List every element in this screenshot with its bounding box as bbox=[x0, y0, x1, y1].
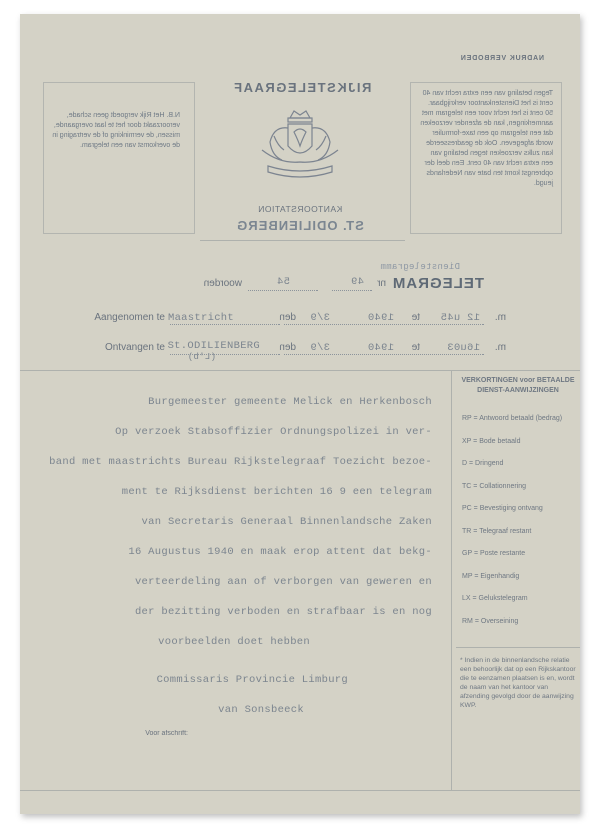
notice-box-left bbox=[410, 82, 562, 234]
service-code-item: TR = Telegraaf restant bbox=[462, 527, 532, 535]
service-code-list bbox=[456, 414, 580, 639]
words-line bbox=[248, 290, 318, 291]
header-rule bbox=[200, 240, 405, 241]
form-title: RIJKSTELEGRAAF bbox=[232, 80, 372, 95]
accepted-label: Aangenomen te bbox=[94, 312, 165, 323]
accepted-time: 12 u45 bbox=[440, 312, 480, 324]
words-value: 54 bbox=[276, 276, 290, 288]
received-place-line bbox=[170, 354, 280, 355]
nr-label: nr bbox=[377, 278, 386, 289]
form-divider bbox=[20, 370, 580, 371]
service-panel bbox=[456, 376, 580, 710]
service-code-item: MP = Eigenhandig bbox=[462, 572, 520, 580]
notice-box-right bbox=[43, 82, 195, 234]
accepted-m: m. bbox=[494, 312, 506, 323]
signature-line-1: Commissaris Provincie Limburg bbox=[156, 674, 348, 686]
service-panel-divider bbox=[451, 370, 452, 790]
accepted-den: den bbox=[279, 312, 296, 323]
message-line: 16 Augustus 1940 en maak erop attent dat bekg- bbox=[128, 546, 432, 558]
received-place-note: (L'b) bbox=[187, 352, 216, 362]
telegram-type-stamp: Dienstelegramm bbox=[380, 262, 460, 272]
message-line: Op verzoek Stabsoffizier Ordnungspolizei in ver- bbox=[115, 426, 432, 438]
nr-value: 49 bbox=[350, 276, 364, 288]
service-code-item: GP = Poste restante bbox=[462, 550, 526, 557]
bottom-rule bbox=[20, 790, 580, 791]
accepted-year: 1940 bbox=[367, 312, 394, 324]
service-code-item: PC = Bevestiging ontvang bbox=[462, 505, 543, 512]
nr-line bbox=[332, 290, 372, 291]
received-time-line bbox=[284, 354, 484, 355]
accepted-date: 3/9 bbox=[310, 312, 330, 324]
message-line: van Secretaris Generaal Binnenlandsche Zaken bbox=[141, 516, 432, 528]
message-line: verteerdeling aan of verborgen van geweren en bbox=[134, 576, 432, 588]
received-den: den bbox=[279, 342, 296, 353]
accepted-place: Maastricht bbox=[167, 312, 234, 324]
service-code-item: TC = Collationnering bbox=[462, 482, 527, 490]
message-line: der bezitting verboden en strafbaar is en nog bbox=[134, 606, 432, 618]
received-time: 16u03 bbox=[446, 342, 480, 354]
accepted-place-line bbox=[170, 324, 280, 325]
service-code-item: RM = Overseining bbox=[462, 617, 519, 625]
words-label: woorden bbox=[203, 278, 242, 289]
received-date: 3/9 bbox=[310, 342, 330, 354]
service-code-item: RP = Antwoord betaald (bedrag) bbox=[462, 415, 563, 422]
reprint-notice: NADRUK VERBODEN bbox=[460, 55, 544, 62]
received-m: m. bbox=[494, 342, 506, 353]
received-year: 1940 bbox=[367, 342, 394, 354]
signature-line-2: van Sonsbeeck bbox=[218, 704, 304, 716]
message-line: Burgemeester gemeente Melick en Herkenbosch bbox=[148, 396, 432, 408]
copy-label: Voor afschrift: bbox=[145, 730, 188, 737]
received-te: te bbox=[411, 342, 420, 353]
telegram-form bbox=[20, 14, 580, 814]
message-line: voorbeelden doet hebben bbox=[158, 636, 310, 648]
coat-of-arms-icon bbox=[260, 106, 340, 184]
service-code-item: D = Dringend bbox=[462, 460, 504, 467]
service-code-item: LX = Gelukstelegram bbox=[462, 595, 528, 602]
service-panel-heading: VERKORTINGEN voor BETAALDE DIENST-AANWIJZINGEN bbox=[461, 377, 575, 394]
liability-notice: N.B. Het Rijk vergoedt geen schade, veroorzaakt door het te laat overgaande, missen, de verminking of de vertraging in de overkomst van een telegram. bbox=[52, 112, 180, 149]
accepted-te: te bbox=[411, 312, 420, 323]
message-line: ment te Rijksdienst berichten 16 9 een telegram bbox=[121, 486, 432, 498]
accepted-time-line bbox=[284, 324, 484, 325]
price-notice: Tegen betaling van een extra recht van 40 cent is het Dienstenkantoor verkrijgbaar. 50 cent is het recht voor een telegram met aanmerkingen, kan de afzender verzoeken dat een telegram op een taxe-formulier wordt afgegeven. Ook de geadresseerde kan zulks verzoeken tegen betaling van een extra recht van 40 cent. Een deel der opbrengst komt ten bate van Nederlands jeugd. bbox=[420, 90, 553, 187]
received-label: Ontvangen te bbox=[104, 342, 165, 353]
mirrored-print bbox=[20, 14, 580, 814]
office-label: KANTOORSTATION bbox=[257, 204, 343, 214]
office-stamp: ST. ODILIENBERG bbox=[236, 218, 364, 233]
service-code-item: XP = Bode betaald bbox=[462, 437, 521, 445]
telegram-label: TELEGRAM bbox=[391, 275, 484, 292]
service-footnote: * Indien in de binnenlandsche relatie een behoorlijk dat op een Rijkskantoor die te eenzamen plaatsen is en, wordt de naam van het kantoor van afzending gevolgd door de aanwijzing KWP. bbox=[456, 647, 580, 710]
received-place: St.ODILIENBERG bbox=[167, 340, 260, 352]
message-line: band met maastrichts Bureau Rijkstelegraaf Toezicht bezoe- bbox=[49, 456, 432, 468]
